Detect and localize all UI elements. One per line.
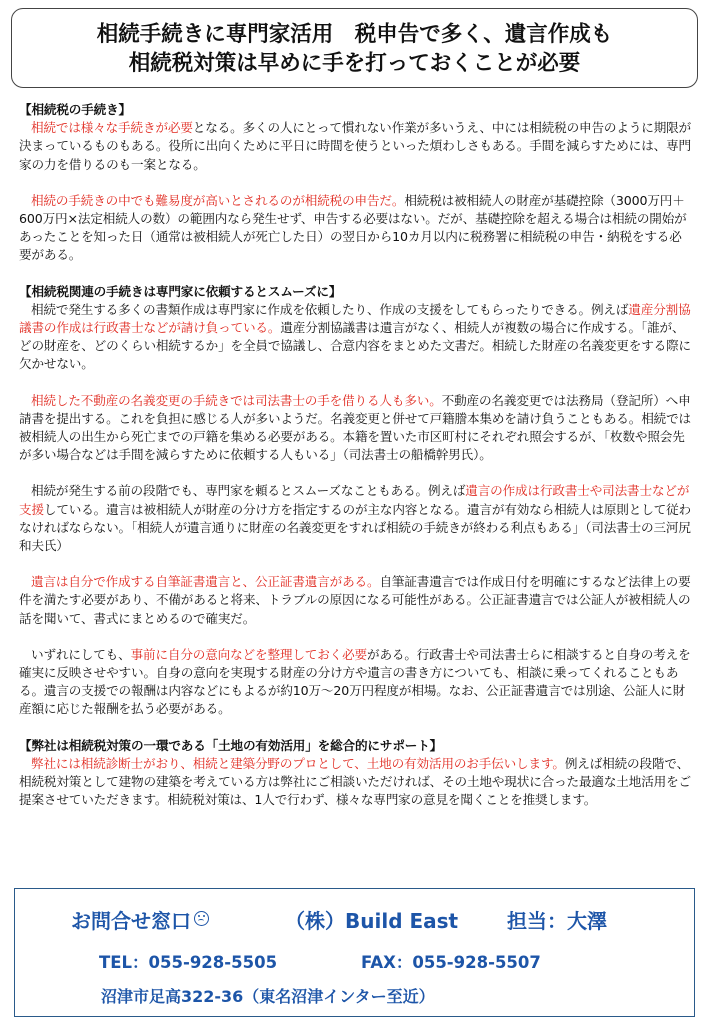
section-company-support [19,737,693,810]
highlight-text: 遺言の作成は行政書士や司法書士などが支援 [19,483,690,517]
body-text: している。遺言は被相続人が財産の分け方を指定するのが主な内容となる。遺言が有効なら相続人は原則として従わなければならない。「相続人が遺言通りに財産の名義変更をすれば相続の手続きが終わる利点もある」（司法書士の三河尻和夫氏） [19,501,691,554]
section-inheritance-procedures [19,101,693,265]
body-text: 不動産の名義変更では法務局（登記所）へ申請書を提出する。これを負担に感じる人が多いようだ。名義変更と併せて戸籍謄本集めを請け負うこともある。相続では被相続人の出生から死亡までの戸籍を集める必要がある。本籍を置いた市区町村にそれぞれ照会するが、「枚数や照会先が多い場合などは手間を減らすために依頼する人もいる」（司法書士の船橋幹男氏）。 [19,392,691,463]
fax-number: FAX：055-928-5507 [361,953,541,972]
highlight-text: 遺言は自分で作成する自筆証書遺言と、公正証書遺言がある。 [31,574,380,590]
highlight-text: 弊社には相続診断士がおり、相続と建築分野のプロとして、土地の有効活用のお手伝いします。 [31,755,565,771]
highlight-text: 相続した不動産の名義変更の手続きでは司法書士の手を借りる人も多い。 [31,392,442,408]
paragraph [19,192,693,265]
contact-person: 担当：大澤 [507,909,607,933]
highlight-text: 相続では様々な手続きが必要 [31,120,193,136]
section-heading: 【弊社は相続税対策の一環である「土地の有効活用」を総合的にサポート】 [19,737,443,753]
paragraph [19,482,693,555]
contact-window-label [71,905,209,934]
contact-window-text: お問合せ窓口 [71,909,191,933]
title-box [11,8,698,88]
body-text: 遺産分割協議書は遺言がなく、相続人が複数の場合に作成する。「誰が、どの財産を、どのくらい相続するか」を全員で協議し、合意内容をまとめた文書だ。相続した財産の名義変更をする際に欠かせない。 [19,320,691,372]
paragraph [19,755,693,810]
address: 沼津市足高322-36（東名沼津インター至近） [101,987,435,1006]
paragraph [19,392,693,465]
body-text: となる。多くの人にとって慣れない作業が多いうえ、中には相続税の申告のように期限が決まっているものもある。役所に出向くために平日に時間を使うといった煩わしさもある。手間を減らすためには、専門家の力を借りるのも一案となる。 [19,120,692,172]
highlight-text: 相続の手続きの中でも難易度が高いとされるのが相続税の申告だ。 [31,192,405,208]
paragraph [19,573,693,628]
contact-box [14,888,695,1017]
highlight-text: 遺産分割協議書の作成は行政書士などが請け負っている。 [19,301,691,336]
body-text: 相続税は被相続人の財産が基礎控除（3000万円＋600万円×法定相続人の数）の範囲内なら発生せず、申告する必要はない。だが、基礎控除を超える場合は相続の開始があったことを知った日（通常は被相続人が死亡した日）の翌日から10カ月以内に税務署に相続税の申告・納税をする必要がある。 [19,192,687,263]
body-text: 相続で発生する多くの書類作成は専門家に作成を依頼したり、作成の支援をしてもらったりできる。例えば [31,301,629,317]
title-line-2: 相続税対策は早めに手を打っておくことが必要 [128,51,581,76]
paragraph [19,119,693,174]
company-name: （株）Build East [285,909,459,933]
body-text: がある。行政書士や司法書士らに相談すると自身の考えを確実に反映させやすい。自身の意向を実現する財産の分け方や遺言の書き方についても、相談に乗ってくれることもある。遺言の支援での報酬は内容などにもよるが約10万～20万円程度が相場。なお、公正証書遺言では別途、公証人に財産額に応じた報酬を払う必要がある。 [19,646,691,717]
paragraph [19,301,693,374]
section-expert-help [19,283,693,719]
body-text: いずれにしても、 [31,646,131,662]
article-body [19,101,693,824]
section-heading: 【相続税の手続き】 [19,102,131,117]
body-text: 相続が発生する前の段階でも、専門家を頼るとスムーズなこともある。例えば [31,483,466,499]
phone-number[interactable]: TEL：055-928-5505 [99,953,278,972]
highlight-text: 事前に自分の意向などを整理しておく必要 [130,646,367,662]
title-line-1: 相続手続きに専門家活用 税申告で多く、遺言作成も [96,22,613,47]
paragraph [19,646,693,719]
body-text: 自筆証書遺言では作成日付を明確にするなど法律上の要件を満たす必要があり、不備があると将来、トラブルの原因になる可能性がある。公正証書遺言では公証人が被相続人の話を聞いて、書式にまとめるので確実だ。 [19,574,691,626]
body-text: 例えば相続の段階で、相続税対策として建物の建築を考えている方は弊社にご相談いただければ、その土地や現状に合った最適な土地活用をご提案させていただきます。相続税対策は、1人で行わず、様々な専門家の意見を聞くことを推奨します。 [19,755,691,808]
section-heading: 【相続税関連の手続きは専門家に依頼するとスムーズに】 [19,283,342,299]
smile-icon [194,911,209,926]
